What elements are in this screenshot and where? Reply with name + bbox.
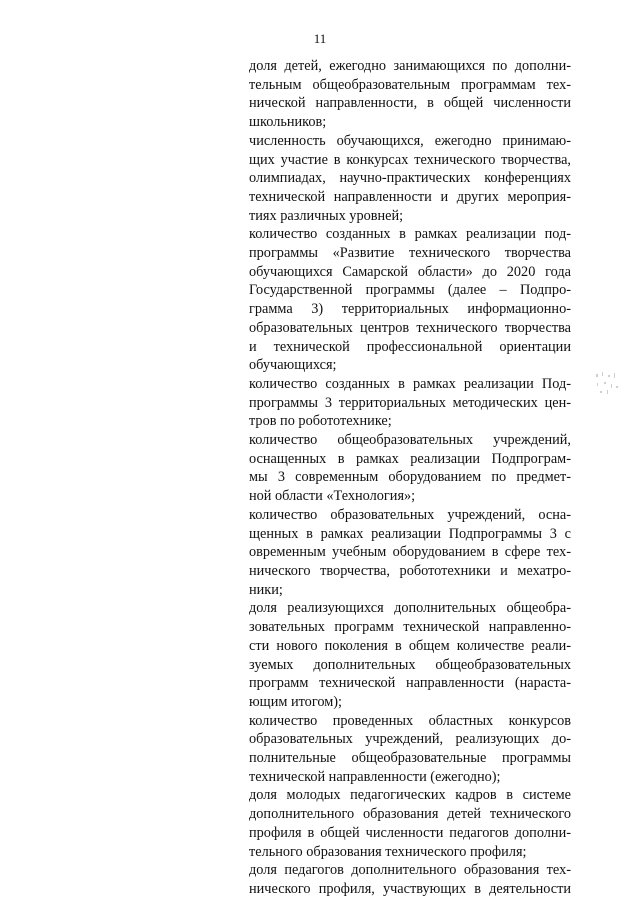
text-line: тиях различных уровней;: [249, 207, 404, 224]
text-line: технической направленности (ежегодно);: [249, 768, 501, 785]
text-line: доля реализующихся дополнительных общеобра-: [249, 600, 571, 617]
text-line: нической направленности, в общей численности: [249, 95, 571, 112]
text-line: олимпиадах, научно-практических конференциях: [249, 170, 571, 187]
text-line: ющим итогом);: [249, 693, 342, 710]
text-line: доля молодых педагогических кадров в системе: [249, 787, 571, 804]
text-line: тельным общеобразовательным программам тех-: [249, 76, 571, 93]
text-line: зовательных программ технической направленно-: [249, 619, 571, 636]
text-line: тров по робототехнике;: [249, 413, 392, 430]
text-line: количество образовательных учреждений, осна-: [249, 506, 571, 523]
text-line: доля детей, ежегодно занимающихся по дополни-: [249, 58, 571, 74]
text-line: численность обучающихся, ежегодно принимаю-: [249, 132, 571, 149]
text-line: нического творчества, робототехники и мехатро-: [249, 562, 571, 579]
text-line: полнительные общеобразовательные программы: [249, 750, 571, 767]
text-line: программ технической направленности (нараста-: [249, 675, 571, 692]
text-line: мы 3 современным оборудованием по предмет-: [249, 469, 571, 486]
text-line: доля педагогов дополнительного образования тех-: [249, 862, 571, 879]
text-line: ники;: [249, 581, 283, 598]
text-line: овременным учебным оборудованием в сфере тех-: [249, 544, 571, 561]
body-text: [249, 57, 571, 899]
text-line: дополнительного образования детей технического: [249, 806, 571, 823]
text-line: сти нового поколения в общем количестве реали-: [249, 637, 571, 654]
text-line: зуемых дополнительных общеобразовательных: [249, 656, 571, 673]
margin-scan-marks: [594, 371, 620, 397]
text-line: программы 3 территориальных методических цен-: [249, 394, 571, 411]
text-line: технической направленности и других мероприя-: [249, 188, 571, 205]
text-line: образовательных центров технического творчества: [249, 319, 571, 336]
text-line: количество проведенных областных конкурсов: [249, 712, 571, 729]
text-line: щенных в рамках реализации Подпрограммы 3 с: [249, 525, 571, 542]
page-number: 11: [313, 31, 327, 46]
text-line: количество общеобразовательных учреждений,: [249, 432, 571, 449]
text-line: обучающихся Самарской области» до 2020 года: [249, 263, 571, 280]
text-line: грамма 3) территориальных информационно-: [249, 301, 571, 318]
text-line: Государственной программы (далее – Подпро-: [249, 282, 571, 299]
text-line: ной области «Технология»;: [249, 488, 416, 505]
text-line: нического профиля, участвующих в деятельности: [249, 880, 571, 897]
text-line: обучающихся;: [249, 357, 337, 374]
text-line: количество созданных в рамках реализации под-: [249, 226, 571, 243]
text-line: щих участие в конкурсах технического творчества,: [249, 151, 571, 168]
text-line: количество созданных в рамках реализации Под-: [249, 375, 571, 392]
text-line: тельного образования технического профиля;: [249, 843, 527, 860]
text-line: профиля в общей численности педагогов дополни-: [249, 824, 571, 841]
text-line: программы «Развитие технического творчества: [249, 245, 571, 262]
text-line: образовательных учреждений, реализующих до-: [249, 731, 571, 748]
text-line: школьников;: [249, 114, 327, 131]
text-line: оснащенных в рамках реализации Подпрограм-: [249, 450, 571, 467]
text-line: и технической профессиональной ориентации: [249, 338, 571, 355]
